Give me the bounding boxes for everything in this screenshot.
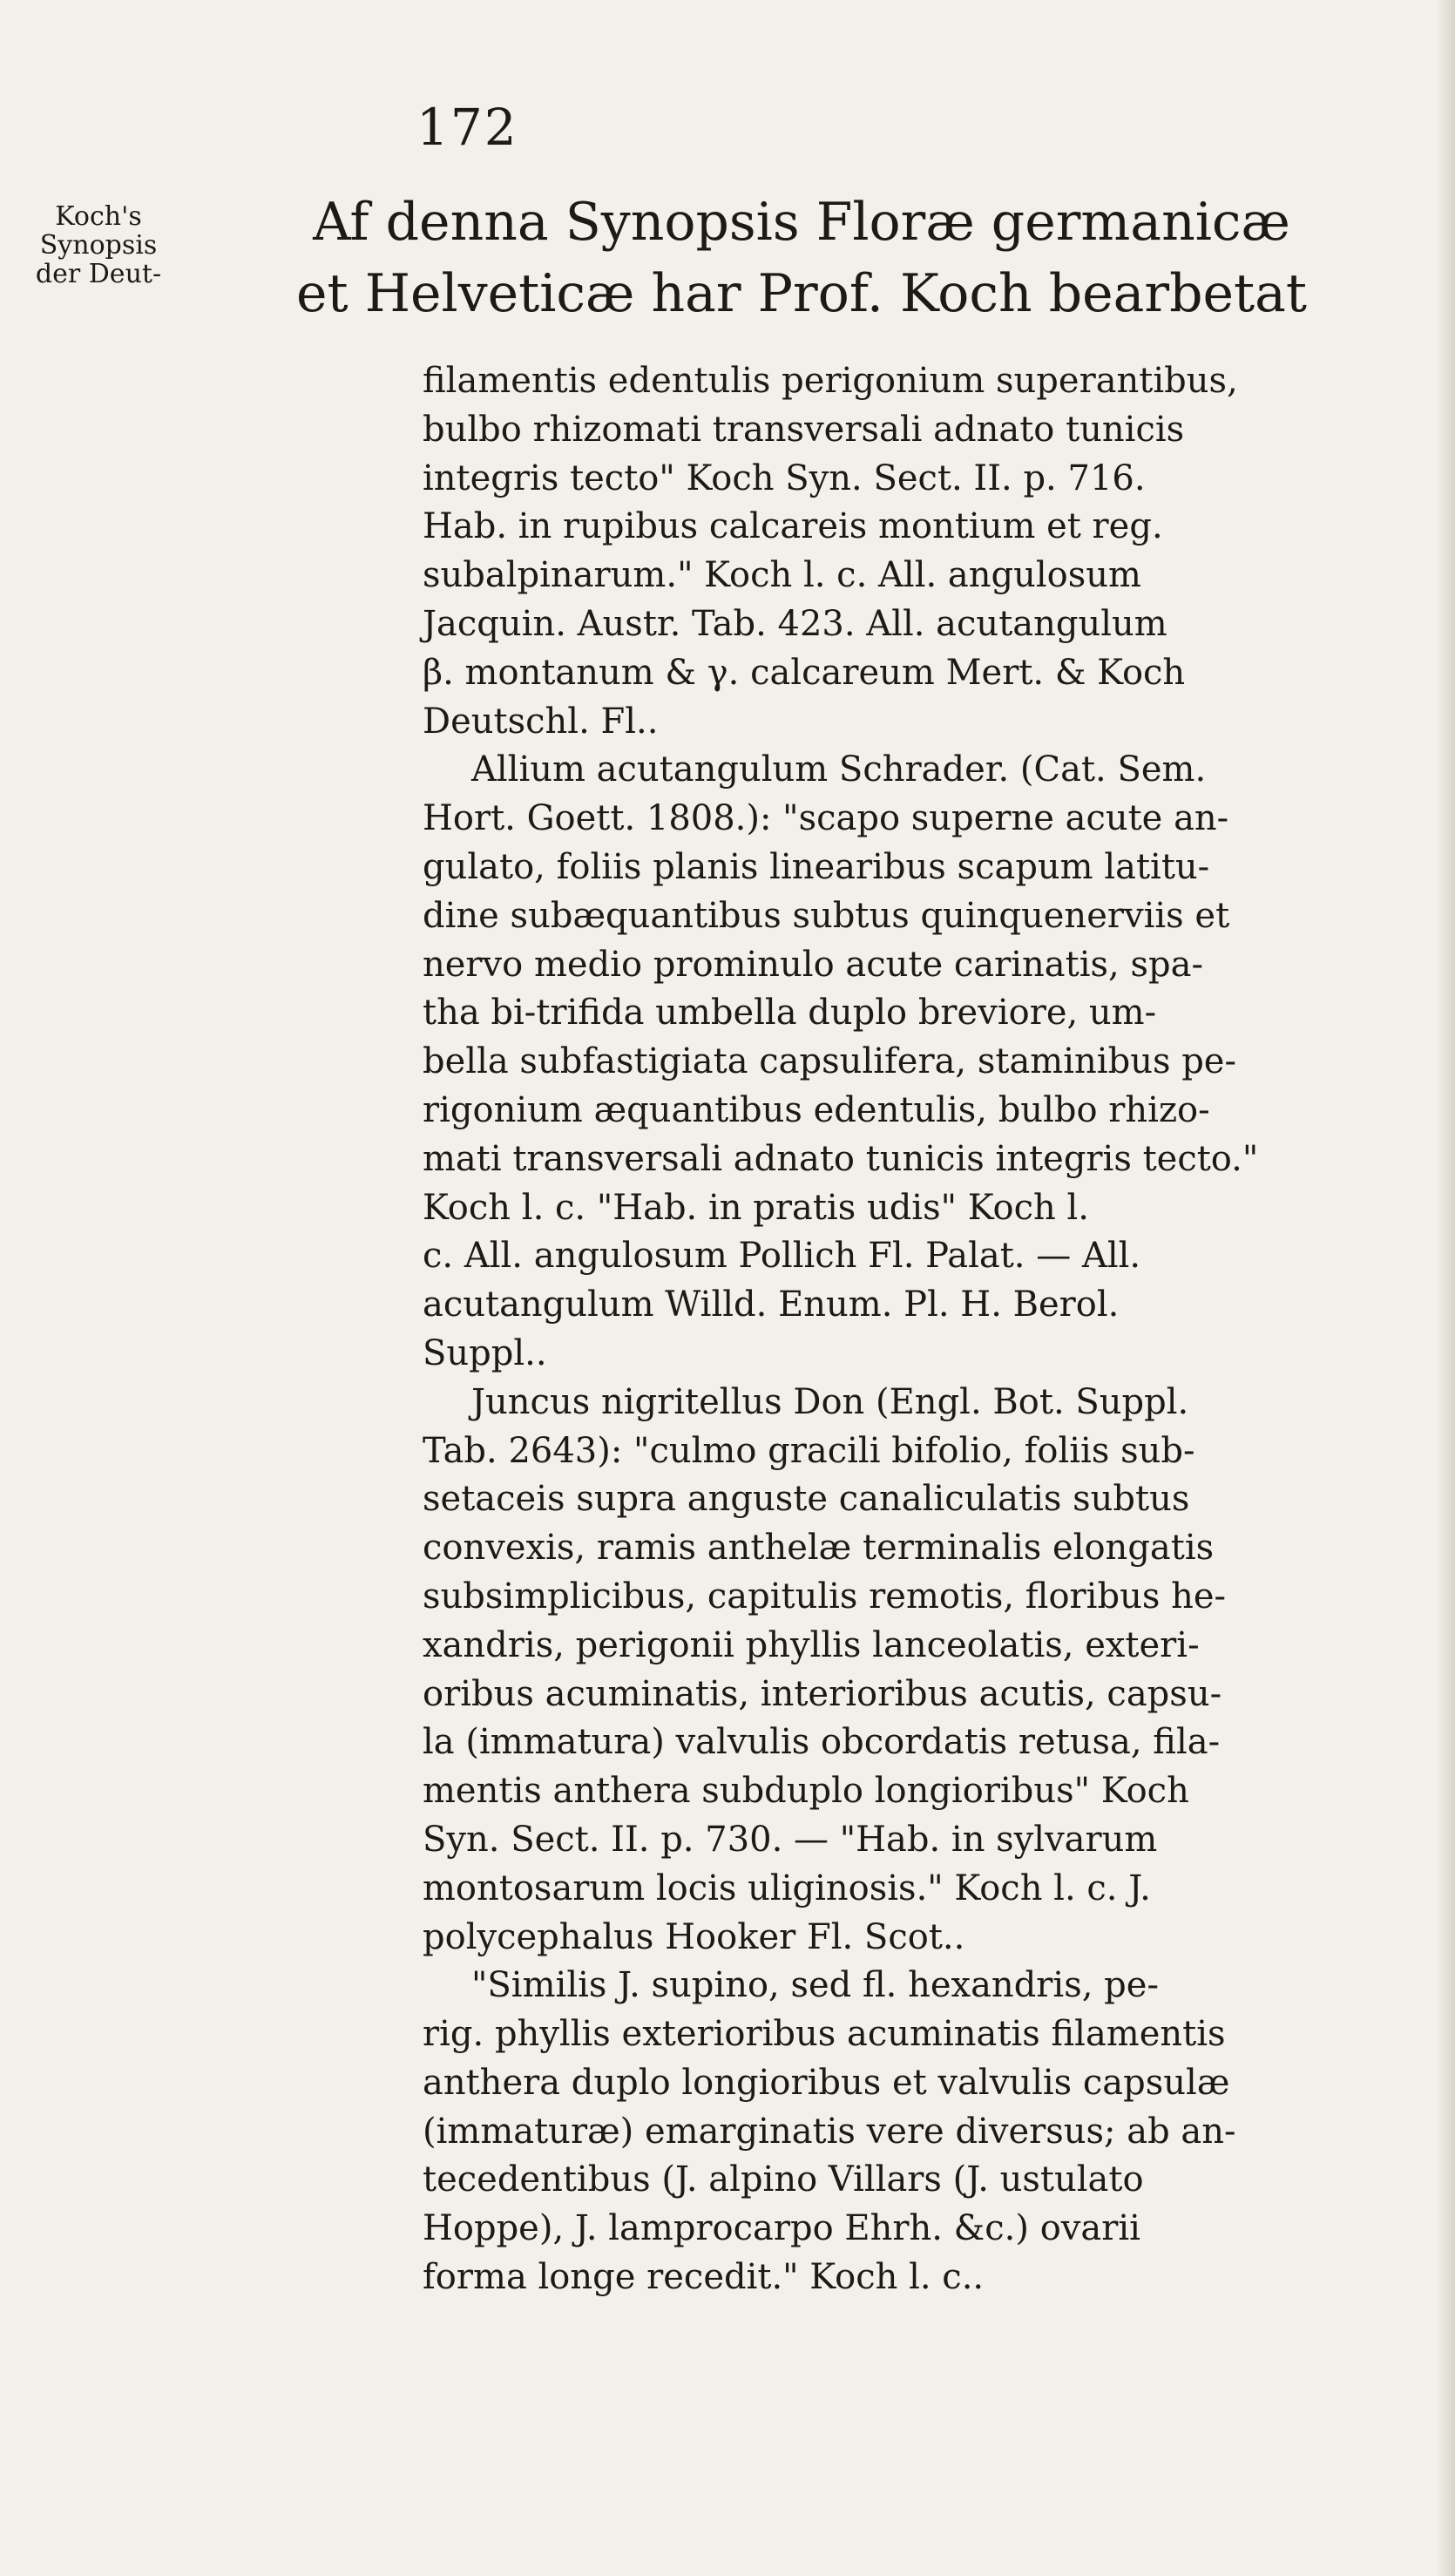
text-line: Suppl.. — [423, 1332, 547, 1373]
text-line: rig. phyllis exterioribus acuminatis filamentis — [423, 2014, 1226, 2055]
text-line: subsimplicibus, capitulis remotis, floribus he- — [423, 1576, 1227, 1617]
text-line: "Similis J. supino, sed fl. hexandris, pe- — [471, 1965, 1159, 2006]
text-line: Jacquin. Austr. Tab. 423. All. acutangulum — [423, 603, 1167, 644]
margin-note — [24, 202, 173, 288]
text-line: montosarum locis uliginosis." Koch l. c. J. — [423, 1868, 1151, 1908]
heading-line: Af denna Synopsis Floræ germanicæ — [313, 192, 1290, 253]
text-line: c. All. angulosum Pollich Fl. Palat. — All. — [423, 1236, 1141, 1277]
text-line: convexis, ramis anthelæ terminalis elongatis — [423, 1528, 1215, 1569]
text-line: Hoppe), J. lamprocarpo Ehrh. &c.) ovarii — [423, 2208, 1140, 2249]
text-line: acutangulum Willd. Enum. Pl. H. Berol. — [423, 1285, 1120, 1325]
text-line: rigonium æquantibus edentulis, bulbo rhizo- — [423, 1089, 1210, 1130]
text-line: gulato, foliis planis linearibus scapum latitu- — [423, 846, 1210, 887]
text-line: tecedentibus (J. alpino Villars (J. ustulato — [423, 2159, 1144, 2200]
page-number: 172 — [416, 98, 518, 157]
heading-line: et Helveticæ har Prof. Koch bearbetat — [296, 263, 1307, 324]
text-line: dine subæquantibus subtus quinquenerviis et — [423, 895, 1230, 936]
text-line: Allium acutangulum Schrader. (Cat. Sem. — [471, 749, 1207, 790]
margin-note-line: Koch's — [55, 201, 142, 232]
text-line: forma longe recedit." Koch l. c.. — [423, 2257, 985, 2298]
text-line: Koch l. c. "Hab. in pratis udis" Koch l. — [423, 1187, 1090, 1228]
text-line: β. montanum & γ. calcareum Mert. & Koch — [423, 652, 1186, 693]
text-line: mati transversali adnato tunicis integris tecto." — [423, 1138, 1259, 1179]
text-line: Tab. 2643): "culmo gracili bifolio, foliis sub- — [423, 1430, 1195, 1471]
text-line: Hab. in rupibus calcareis montium et reg. — [423, 506, 1163, 547]
text-line: mentis anthera subduplo longioribus" Koch — [423, 1771, 1189, 1812]
text-line: anthera duplo longioribus et valvulis capsulæ — [423, 2062, 1230, 2103]
page-edge-shadow — [1436, 0, 1455, 2576]
section-heading — [174, 186, 1429, 329]
text-line: bulbo rhizomati transversali adnato tunicis — [423, 409, 1185, 450]
margin-note-line: Synopsis — [39, 230, 158, 261]
text-line: integris tecto" Koch Syn. Sect. II. p. 716. — [423, 458, 1146, 498]
text-line: Syn. Sect. II. p. 730. — "Hab. in sylvarum — [423, 1819, 1158, 1860]
text-line: oribus acuminatis, interioribus acutis, capsu- — [423, 1673, 1222, 1714]
text-line: Deutschl. Fl.. — [423, 701, 659, 742]
text-line: setaceis supra anguste canaliculatis subtus — [423, 1479, 1190, 1520]
text-line: subalpinarum." Koch l. c. All. angulosum — [423, 555, 1141, 596]
text-line: polycephalus Hooker Fl. Scot.. — [423, 1916, 965, 1957]
body-text — [423, 357, 1398, 2302]
text-line: tha bi-trifida umbella duplo breviore, um- — [423, 993, 1157, 1034]
text-line: la (immatura) valvulis obcordatis retusa, fila- — [423, 1722, 1221, 1763]
text-line: nervo medio prominulo acute carinatis, spa- — [423, 944, 1203, 985]
text-line: bella subfastigiata capsulifera, staminibus pe- — [423, 1041, 1236, 1082]
margin-note-line: der Deut- — [35, 259, 162, 289]
text-line: Hort. Goett. 1808.): "scapo superne acute an- — [423, 798, 1229, 839]
text-line: xandris, perigonii phyllis lanceolatis, exteri- — [423, 1624, 1200, 1665]
text-line: filamentis edentulis perigonium superantibus, — [423, 361, 1238, 401]
text-line: Juncus nigritellus Don (Engl. Bot. Suppl. — [471, 1381, 1189, 1422]
text-line: (immaturæ) emarginatis vere diversus; ab an- — [423, 2111, 1236, 2152]
